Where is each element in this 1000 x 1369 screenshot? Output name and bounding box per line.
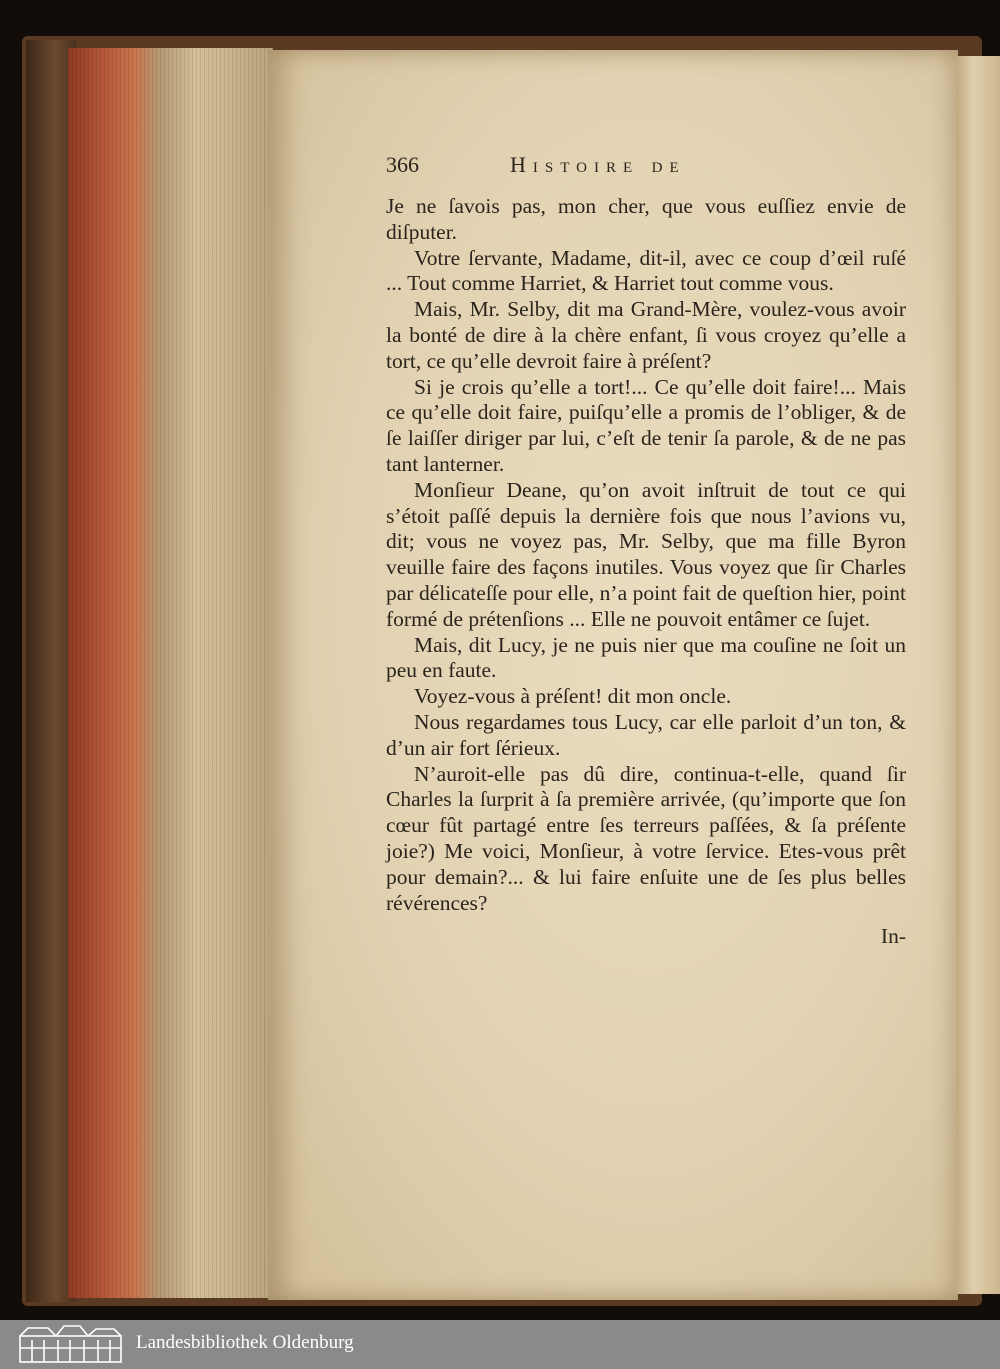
paragraph: Mais, Mr. Selby, dit ma Grand-Mère, voulez-vous avoir la bonté de dire à la chère enfant, ſi vous croyez qu’elle a tort, ce qu’elle devroit faire à préſent?	[386, 297, 906, 373]
running-head: Histoire de	[510, 152, 686, 177]
paragraph: Voyez-vous à préſent! dit mon oncle.	[414, 684, 732, 709]
page-text	[386, 152, 906, 950]
page-header	[386, 152, 906, 182]
paragraph: Nous regardames tous Lucy, car elle parloit d’un ton, & d’un air fort ſérieux.	[386, 709, 906, 760]
page-number: 366	[386, 152, 419, 177]
facing-page-edge	[956, 56, 1000, 1294]
page-edges	[68, 48, 273, 1298]
paragraph: Je ne ſavois pas, mon cher, que vous euſſiez envie de diſputer.	[386, 194, 906, 244]
paragraph: Votre ſervante, Madame, dit-il, avec ce coup d’œil ruſé ... Tout comme Harriet, & Harriet tout comme vous.	[386, 245, 906, 296]
paragraph: Monſieur Deane, qu’on avoit inſtruit de tout ce qui s’étoit paſſé depuis la dernière fois que nous l’avions vu, dit; vous ne voyez pas, Mr. Selby, que ma fille Byron veuille faire des façons inutiles. Vous voyez que ſir Charles par délicateſſe pour elle, n’a point fait de queſtion hier, point formé de prétenſions ... Elle ne pouvoit entâmer ce ſujet.	[386, 477, 906, 631]
paragraph: N’auroit-elle pas dû dire, continua-t-elle, quand ſir Charles la ſurprit à ſa première arrivée, (qu’importe que ſon cœur fût partagé entre ſes terreurs paſſées, & ſa préſente joie?) Me voici, Monſieur, à votre ſervice. Etes-vous prêt pour demain?... & lui faire enſuite une de ſes plus belles révérences?	[386, 761, 906, 915]
footer-bar	[0, 1320, 1000, 1369]
library-name: Landesbibliothek Oldenburg	[136, 1332, 354, 1353]
paragraph: Mais, dit Lucy, je ne puis nier que ma couſine ne ſoit un peu en faute.	[386, 632, 906, 683]
catchword: In-	[880, 924, 906, 949]
library-building-logo	[18, 1324, 123, 1364]
paragraph: Si je crois qu’elle a tort!... Ce qu’elle doit faire!... Mais ce qu’elle doit faire, puiſqu’elle a promis de l’obliger, & de ſe laiſſer diriger par lui, c’eſt de tenir ſa parole, & de ne pas tant lanterner.	[386, 374, 906, 476]
